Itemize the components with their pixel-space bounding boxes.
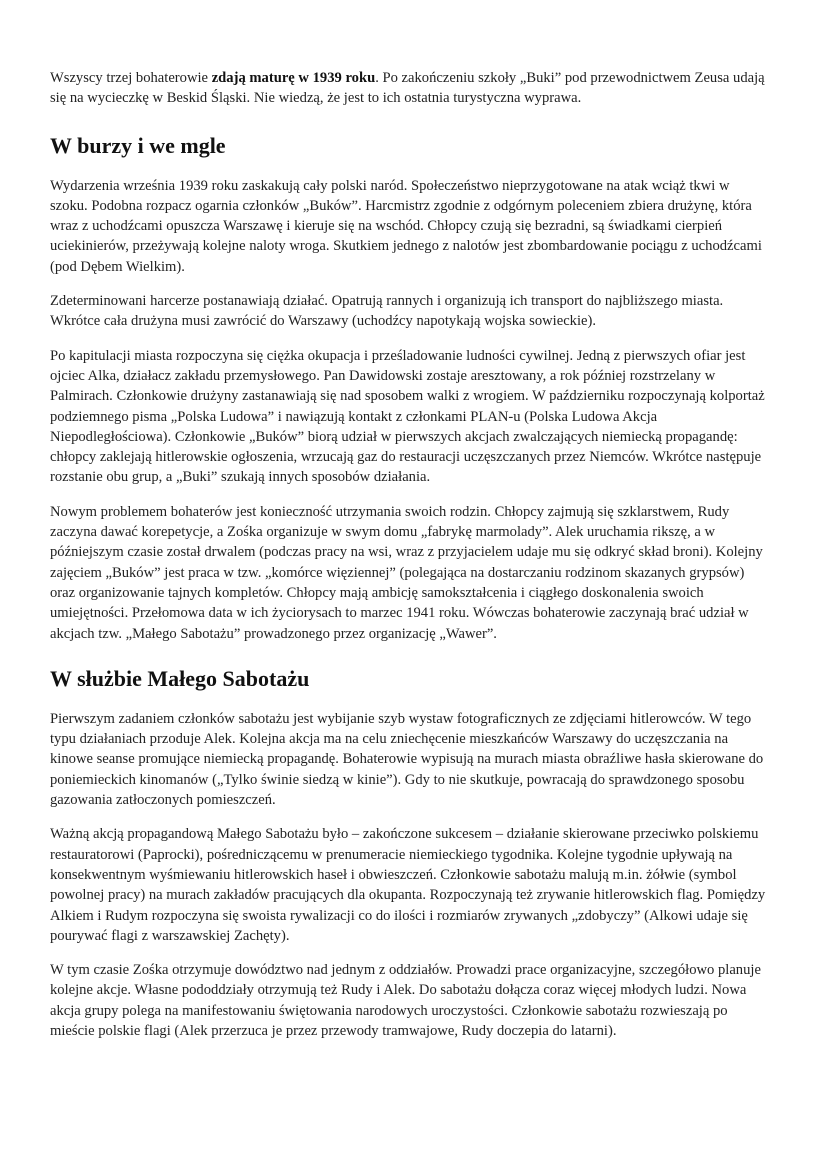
section2-paragraph-3: W tym czasie Zośka otrzymuje dowództwo nad jednym z oddziałów. Prowadzi prace organizacyjne, szczegółowo planuje kolejne akcje. Własne pododdziały otrzymują też Rudy i Alek. Do sabotażu dołącza coraz więcej młodych ludzi. Nowa akcja grupy polega na manifestowaniu świętowania narodowych uroczystości. Członkowie sabotażu rozwieszają po mieście polskie flagi (Alek przerzuca je przez przewody tramwajowe, Rudy doczepia do latarni). <box>50 962 761 1039</box>
section1-paragraph-1: Wydarzenia września 1939 roku zaskakują cały polski naród. Społeczeństwo nieprzygotowane na atak wciąż tkwi w szoku. Podobna rozpacz ogarnia członków „Buków”. Harcmistrz zgodnie z odgórnym poleceniem zbiera drużynę, która wraz z uchodźcami opuszcza Warszawę i kieruje się na wschód. Chłopcy czują się bezradni, są świadkami cierpień uciekinierów, przeżywają kolejne naloty wroga. Skutkiem jednego z nalotów jest zbombardowanie pociągu z uchodźcami (pod Dębem Wielkim). <box>50 177 762 275</box>
section1-paragraph-3: Po kapitulacji miasta rozpoczyna się ciężka okupacja i prześladowanie ludności cywilnej. Jedną z pierwszych ofiar jest ojciec Alka, działacz zakładu przemysłowego. Pan Dawidowski zostaje aresztowany, a rok później rozstrzelany w Palmirach. Członkowie drużyny zastanawiają się nad sposobem walki z wrogiem. W październiku rozpoczynają kolportaż podziemnego pisma „Polska Ludowa” i nawiązują kontakt z członkami PLAN-u (Polska Ludowa Akcja Niepodległościowa). Członkowie „Buków” biorą udział w pierwszych akcjach zwalczających niemiecką propagandę: chłopcy zaklejają hitlerowskie ogłoszenia, wrzucają gaz do restauracji uczęszczanych przez Niemców. Wkrótce następuje rozstanie obu grup, a „Buki” szukają innych sposobów działania. <box>50 347 765 486</box>
intro-paragraph <box>50 68 768 109</box>
section-heading-burzy: W burzy i we mgle <box>50 132 226 158</box>
intro-text-before: Wszyscy trzej bohaterowie <box>50 70 212 86</box>
section-heading-sabotaz: W służbie Małego Sabotażu <box>50 665 310 691</box>
section2-paragraph-1: Pierwszym zadaniem członków sabotażu jest wybijanie szyb wystaw fotograficznych ze zdjęciami hitlerowców. W tego typu działaniach przoduje Alek. Kolejna akcja ma na celu zniechęcenie mieszkańców Warszawy do uczęszczania na kinowe seanse promujące niemiecką propagandę. Bohaterowie wypisują na murach miasta obraźliwe hasła skierowane do poniemieckich kinomanów („Tylko świnie siedzą w kinie”). Gdy to nie skutkuje, powracają do sprawdzonego sposobu gazowania zatłoczonych pomieszczeń. <box>50 710 764 809</box>
section1-paragraph-4: Nowym problemem bohaterów jest konieczność utrzymania swoich rodzin. Chłopcy zajmują się szklarstwem, Rudy zaczyna dawać korepetycje, a Zośka organizuje w swym domu „fabrykę marmolady”. Alek uruchamia rikszę, a w późniejszym czasie został drwalem (podczas pracy na wsi, wraz z przyjacielem udaje mu się odkryć skład broni). Kolejny zajęciem „Buków” jest praca w tzw. „komórce więziennej” (polegająca na dostarczaniu rodzinom skazanych grypsów) oraz organizowanie tajnych kompletów. Chłopcy mają ambicję samokształcenia i ciągłego doskonalenia swoich umiejętności. Przełomowa data w ich życiorysach to marzec 1941 roku. Wówczas bohaterowie zaczynają brać udział w akcjach tzw. „Małego Sabotażu” prowadzonego przez organizację „Wawer”. <box>50 503 763 642</box>
section2-paragraph-2: Ważną akcją propagandową Małego Sabotażu było – zakończone sukcesem – działanie skierowane przeciwko polskiemu restauratorowi (Paprocki), pośredniczącemu w prenumeracie niemieckiego tygodnika. Kolejne tygodnie upływają na konsekwentnym wyśmiewaniu hitlerowskich haseł i obwieszczeń. Członkowie sabotażu malują m.in. żółwie (symbol powolnej pracy) na murach zakładów pracujących dla okupanta. Rozpoczynają też zrywanie hitlerowskich flag. Pomiędzy Alkiem i Rudym rozpoczyna się swoista rywalizacji co do ilości i rozmiarów zrywanych „zdobyczy” (Alkowi udaje się pourywać flagi z warszawskiej Zachęty). <box>50 826 766 944</box>
intro-text-after: . Po zakończeniu szkoły „Buki” pod przewodnictwem Zeusa udają się na wycieczkę w Beskid Śląski. Nie wiedzą, że jest to ich ostatnia turystyczna wyprawa. <box>50 70 765 107</box>
intro-bold-text: zdają maturę w 1939 roku <box>211 70 376 86</box>
section1-paragraph-2: Zdeterminowani harcerze postanawiają działać. Opatrują rannych i organizują ich transport do najbliższego miasta. Wkrótce cała drużyna musi zawrócić do Warszawy (uchodźcy napotykają wojska sowieckie). <box>50 293 724 330</box>
